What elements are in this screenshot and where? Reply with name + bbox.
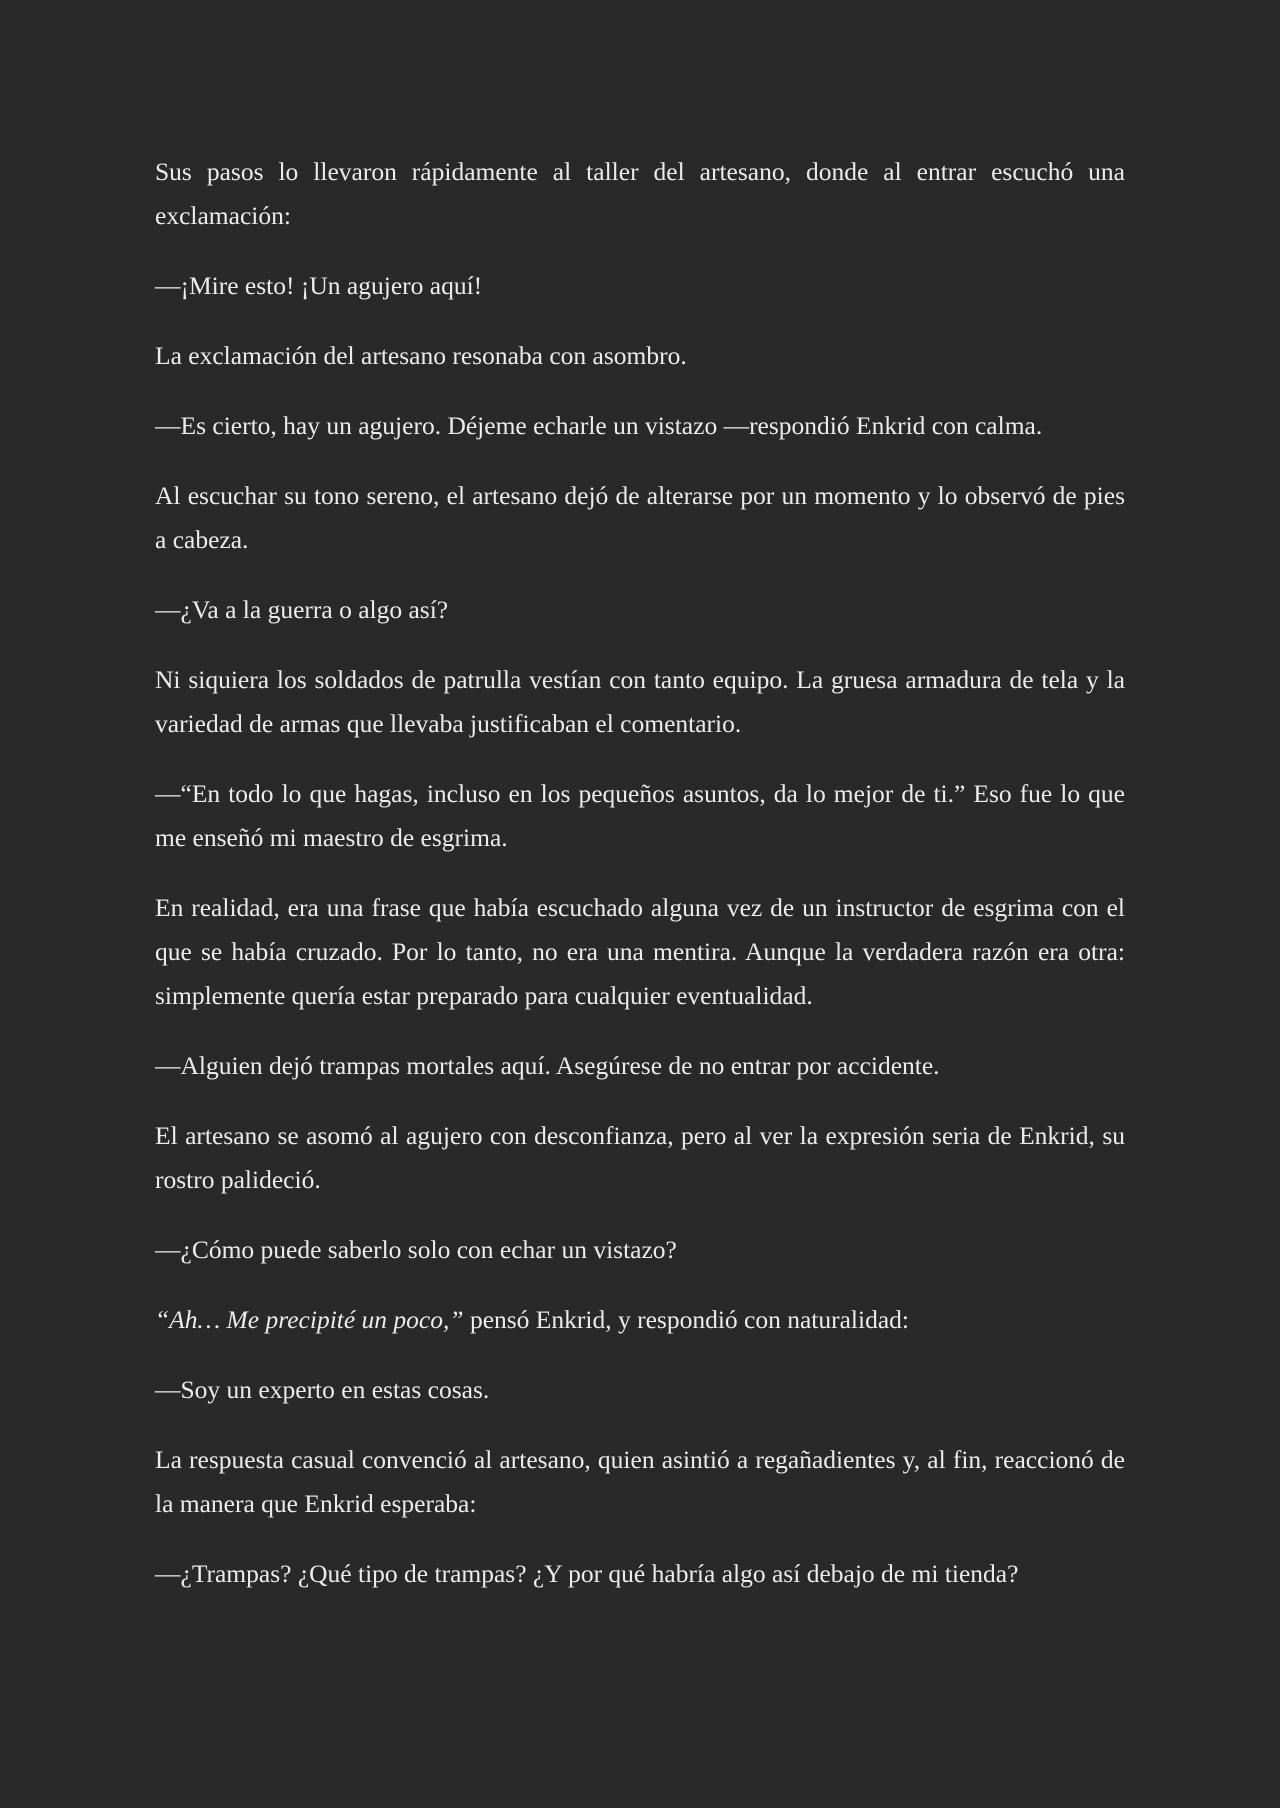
paragraph: —¿Cómo puede saberlo solo con echar un vistazo?	[155, 1235, 677, 1264]
paragraph: —Es cierto, hay un agujero. Déjeme echarle un vistazo —respondió Enkrid con calma.	[155, 411, 1043, 440]
paragraph: Ni siquiera los soldados de patrulla vestían con tanto equipo. La gruesa armadura de tela y la variedad de armas que llevaba justificaban el comentario.	[155, 665, 1125, 738]
paragraph: La exclamación del artesano resonaba con asombro.	[155, 341, 687, 370]
paragraph: En realidad, era una frase que había escuchado alguna vez de un instructor de esgrima con el que se había cruzado. Por lo tanto, no era una mentira. Aunque la verdadera razón era otra: simplemente quería estar preparado para cualquier eventualidad.	[155, 893, 1125, 1010]
paragraph: —Alguien dejó trampas mortales aquí. Asegúrese de no entrar por accidente.	[155, 1051, 940, 1080]
paragraph: —¿Trampas? ¿Qué tipo de trampas? ¿Y por qué habría algo así debajo de mi tienda?	[155, 1559, 1019, 1588]
paragraph: Al escuchar su tono sereno, el artesano dejó de alterarse por un momento y lo observó de pies a cabeza.	[155, 481, 1125, 554]
paragraph: —¿Va a la guerra o algo así?	[155, 595, 449, 624]
paragraph: —¡Mire esto! ¡Un agujero aquí!	[155, 271, 483, 300]
thought-narration: pensó Enkrid, y respondió con naturalidad:	[463, 1305, 910, 1334]
paragraph: Sus pasos lo llevaron rápidamente al taller del artesano, donde al entrar escuchó una exclamación:	[155, 157, 1125, 230]
thought-paragraph	[155, 1298, 1125, 1342]
paragraph: La respuesta casual convenció al artesano, quien asintió a regañadientes y, al fin, reaccionó de la manera que Enkrid esperaba:	[155, 1445, 1125, 1518]
paragraph: —“En todo lo que hagas, incluso en los pequeños asuntos, da lo mejor de ti.” Eso fue lo que me enseñó mi maestro de esgrima.	[155, 779, 1125, 852]
paragraph: El artesano se asomó al agujero con desconfianza, pero al ver la expresión seria de Enkrid, su rostro palideció.	[155, 1121, 1125, 1194]
inner-thought: “Ah… Me precipité un poco,”	[155, 1305, 464, 1334]
document-page	[155, 150, 1125, 1622]
paragraph: —Soy un experto en estas cosas.	[155, 1375, 490, 1404]
